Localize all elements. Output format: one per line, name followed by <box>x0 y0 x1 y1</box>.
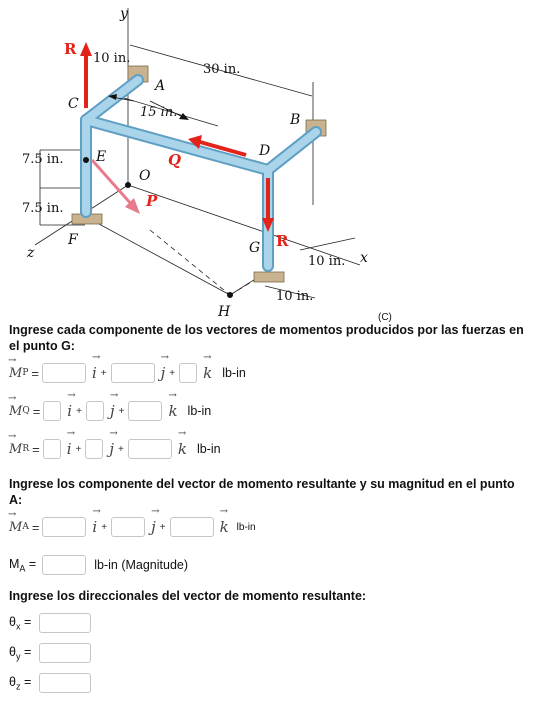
label-point-h: H <box>218 304 231 320</box>
point-o-dot <box>125 182 131 188</box>
moment-r-label: → M R = <box>9 442 43 457</box>
questions-panel <box>9 322 529 702</box>
magnitude-row <box>9 554 529 576</box>
theta-y-input[interactable] <box>39 643 91 663</box>
frame-diagram <box>0 0 536 322</box>
moment-a-k-input[interactable] <box>170 517 214 537</box>
theta-x-row <box>9 612 529 634</box>
theta-x-label: $\theta_x$ = <box>9 614 32 632</box>
label-dim-75in-upper: 7.5 in. <box>22 152 64 167</box>
theta-y-row <box>9 642 529 664</box>
unit-vector-j-icon: → j <box>161 364 166 382</box>
label-point-a: A <box>155 78 166 94</box>
unit-vector-k-icon: → k <box>168 402 177 420</box>
moment-p-unit: lb-in <box>222 366 246 380</box>
unit-vector-i-icon: → i <box>92 518 97 536</box>
label-z-axis: z <box>27 245 35 261</box>
moment-r-i-input[interactable] <box>43 439 61 459</box>
label-force-r-right: R <box>276 232 289 250</box>
moment-r-k-input[interactable] <box>128 439 172 459</box>
moment-p-row: → M P = → i + → j + → k lb-in <box>9 362 529 384</box>
moment-r-j-input[interactable] <box>85 439 103 459</box>
frame-diagram-svg <box>0 0 536 322</box>
unit-vector-k-icon: → k <box>203 364 212 382</box>
moment-p-label: → M P = <box>9 366 42 381</box>
moment-a-i-input[interactable] <box>42 517 86 537</box>
moment-a-row: → M A = → i + → j + → k lb-in <box>9 516 529 538</box>
force-p-arrow <box>92 160 132 205</box>
question1-prompt: Ingrese cada componente de los vectores de momentos producidos por las fuerzas en el punto G: <box>9 323 524 353</box>
moment-p-i-input[interactable] <box>42 363 86 383</box>
question3-prompt: Ingrese los direccionales del vector de momento resultante: <box>9 589 367 603</box>
figure-caption: (C) <box>378 312 392 322</box>
label-point-d: D <box>259 143 271 159</box>
theta-y-label: $\theta_y$ = <box>9 644 32 662</box>
label-dim-10in-top: 10 in. <box>93 51 131 66</box>
moment-q-row: → M Q = → i + → j + → k lb-in <box>9 400 529 422</box>
unit-vector-j-icon: → j <box>110 402 115 420</box>
theta-z-label: $\theta_z$ = <box>9 674 32 692</box>
label-point-c: C <box>68 96 79 112</box>
label-force-r-left: R <box>64 40 77 58</box>
unit-vector-j-icon: → j <box>151 518 156 536</box>
label-dim-15in: 15 in. <box>140 105 178 120</box>
label-force-p: P <box>146 192 158 210</box>
label-point-g: G <box>249 240 261 256</box>
moment-r-row: → M R = → i + → j + → k lb-in <box>9 438 529 460</box>
moment-q-label: → M Q = <box>9 404 43 419</box>
magnitude-label: $M_A$ = <box>9 556 37 574</box>
moment-q-j-input[interactable] <box>86 401 104 421</box>
force-arrows <box>80 42 274 232</box>
magnitude-unit: lb-in (Magnitude) <box>94 558 189 572</box>
moment-a-label: → M A = <box>9 520 42 535</box>
unit-vector-i-icon: → i <box>67 440 72 458</box>
point-h-dot <box>227 292 233 298</box>
moment-p-j-input[interactable] <box>111 363 155 383</box>
label-dim-75in-lower: 7.5 in. <box>22 201 64 216</box>
theta-z-input[interactable] <box>39 673 91 693</box>
moment-a-unit: lb-in <box>236 521 256 533</box>
label-dim-10in-right: 10 in. <box>308 254 346 269</box>
label-point-b: B <box>290 112 301 128</box>
label-point-e: E <box>96 149 107 165</box>
magnitude-input[interactable] <box>42 555 86 575</box>
moment-r-unit: lb-in <box>196 442 221 456</box>
label-point-o: O <box>139 168 151 184</box>
moment-q-unit: lb-in <box>187 404 212 418</box>
label-point-f: F <box>68 232 78 248</box>
theta-x-input[interactable] <box>39 613 91 633</box>
theta-z-row <box>9 672 529 694</box>
unit-vector-k-icon: → k <box>220 518 229 536</box>
label-dim-10in-bottom: 10 in. <box>276 289 314 304</box>
label-force-q: Q <box>168 151 182 169</box>
question2-prompt: Ingrese los componente del vector de momento resultante y su magnitud en el punto A: <box>9 477 515 507</box>
moment-q-k-input[interactable] <box>128 401 162 421</box>
moment-q-i-input[interactable] <box>43 401 61 421</box>
unit-vector-k-icon: → k <box>178 440 187 458</box>
label-x-axis: x <box>360 250 368 266</box>
point-e-dot <box>83 157 89 163</box>
unit-vector-i-icon: → i <box>92 364 97 382</box>
label-y-axis: y <box>120 6 128 22</box>
label-dim-30in: 30 in. <box>203 62 241 77</box>
moment-p-k-input[interactable] <box>179 363 197 383</box>
unit-vector-j-icon: → j <box>109 440 114 458</box>
moment-a-j-input[interactable] <box>111 517 145 537</box>
unit-vector-i-icon: → i <box>67 402 72 420</box>
